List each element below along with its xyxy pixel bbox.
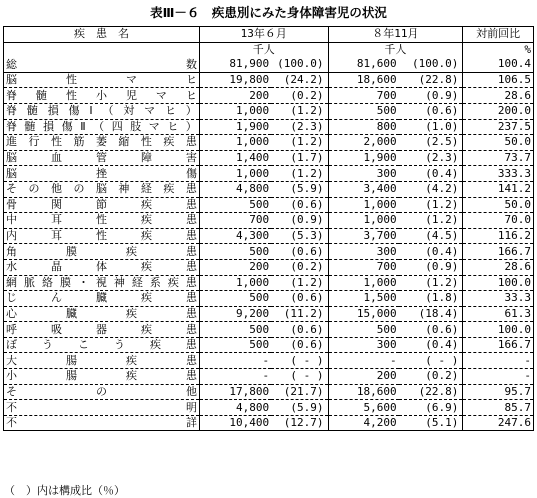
header-h13: 13年６月: [199, 27, 328, 43]
row-ratio: -: [463, 369, 534, 385]
row-ratio: 28.6: [463, 259, 534, 275]
row-disease-name: [4, 197, 200, 213]
row-h13-count: 500: [199, 337, 271, 353]
row-h8-pct: (1.0): [399, 119, 463, 135]
total-label: [4, 42, 200, 72]
row-disease-name: [4, 415, 200, 431]
row-h8-count: 1,000: [328, 213, 399, 229]
row-disease-name: [4, 103, 200, 119]
row-disease-name: [4, 291, 200, 307]
row-disease-name: [4, 322, 200, 338]
row-h8-count: 700: [328, 259, 399, 275]
table-row: [4, 150, 534, 166]
row-h13-pct: (0.6): [271, 322, 328, 338]
total-h8: 81,600: [328, 57, 399, 72]
row-h13-pct: (0.2): [271, 259, 328, 275]
row-h13-count: 500: [199, 291, 271, 307]
row-h13-count: 1,000: [199, 166, 271, 182]
row-h8-pct: (4.2): [399, 181, 463, 197]
table-row: [4, 135, 534, 151]
table-row: [4, 72, 534, 88]
row-disease-name-text: 呼 吸 器 疾 患: [6, 322, 197, 336]
table-row: [4, 337, 534, 353]
table-row: [4, 88, 534, 104]
row-h13-pct: (11.2): [271, 306, 328, 322]
table-row: [4, 384, 534, 400]
row-h8-count: 300: [328, 166, 399, 182]
row-ratio: 237.5: [463, 119, 534, 135]
row-disease-name: [4, 306, 200, 322]
row-h13-pct: (5.9): [271, 400, 328, 416]
row-h13-count: 1,400: [199, 150, 271, 166]
row-h8-pct: (1.8): [399, 291, 463, 307]
row-disease-name-text: 網 脈 絡 膜 ・ 視 神 経 系 疾 患: [6, 275, 197, 289]
row-h13-count: 4,800: [199, 181, 271, 197]
row-h8-pct: (1.2): [399, 197, 463, 213]
row-h8-pct: (0.9): [399, 259, 463, 275]
row-h8-count: 18,600: [328, 72, 399, 88]
table-row: [4, 259, 534, 275]
row-h13-pct: (1.2): [271, 166, 328, 182]
row-h8-pct: (22.8): [399, 384, 463, 400]
row-h13-pct: (12.7): [271, 415, 328, 431]
row-h13-pct: (2.3): [271, 119, 328, 135]
row-disease-name: [4, 228, 200, 244]
row-h8-pct: (0.4): [399, 166, 463, 182]
row-disease-name-text: 内 耳 性 疾 患: [6, 229, 197, 243]
total-label-right: 数: [185, 57, 197, 71]
row-ratio: 141.2: [463, 181, 534, 197]
row-h13-count: 4,800: [199, 400, 271, 416]
row-h8-count: 300: [328, 337, 399, 353]
row-h13-count: 500: [199, 244, 271, 260]
row-disease-name: [4, 119, 200, 135]
row-disease-name: [4, 213, 200, 229]
unit-pct: %: [463, 42, 534, 57]
row-h13-pct: (0.6): [271, 244, 328, 260]
row-h13-count: 4,300: [199, 228, 271, 244]
header-ratio: 対前回比: [463, 27, 534, 43]
table-title: 表Ⅲ－６ 疾患別にみた身体障害児の状況: [150, 5, 387, 20]
row-h8-pct: ( - ): [399, 353, 463, 369]
row-ratio: 70.0: [463, 213, 534, 229]
row-h8-pct: (4.5): [399, 228, 463, 244]
row-h13-count: 10,400: [199, 415, 271, 431]
row-disease-name-text: 不 詳: [6, 416, 197, 430]
row-ratio: 95.7: [463, 384, 534, 400]
row-ratio: 100.0: [463, 275, 534, 291]
row-h13-count: 1,000: [199, 135, 271, 151]
row-disease-name-text: 小 腸 疾 患: [6, 369, 197, 383]
total-h13-pct: (100.0): [271, 57, 328, 72]
row-h13-pct: (1.7): [271, 150, 328, 166]
row-h8-pct: (0.4): [399, 337, 463, 353]
row-h8-count: 3,400: [328, 181, 399, 197]
row-h13-pct: ( - ): [271, 353, 328, 369]
table-row: [4, 415, 534, 431]
row-h8-count: 1,500: [328, 291, 399, 307]
row-disease-name: [4, 150, 200, 166]
table-row: [4, 181, 534, 197]
row-ratio: -: [463, 353, 534, 369]
row-h8-pct: (18.4): [399, 306, 463, 322]
row-h8-count: -: [328, 353, 399, 369]
row-h13-pct: (0.6): [271, 291, 328, 307]
row-disease-name: [4, 384, 200, 400]
row-h13-pct: (1.2): [271, 275, 328, 291]
row-disease-name-text: 脳 性 マ ヒ: [6, 73, 197, 87]
row-disease-name-text: 不 明: [6, 400, 197, 414]
row-ratio: 33.3: [463, 291, 534, 307]
table-row: [4, 369, 534, 385]
row-disease-name-text: ぼ う こ う 疾 患: [6, 338, 197, 352]
row-h13-pct: (0.6): [271, 337, 328, 353]
row-h8-count: 18,600: [328, 384, 399, 400]
row-h13-pct: (5.9): [271, 181, 328, 197]
row-h13-count: 200: [199, 88, 271, 104]
unit-h8: 千人: [328, 42, 463, 57]
row-h13-pct: (21.7): [271, 384, 328, 400]
row-h8-pct: (0.6): [399, 103, 463, 119]
row-h8-count: 200: [328, 369, 399, 385]
row-disease-name: [4, 135, 200, 151]
header-h8: ８年11月: [328, 27, 463, 43]
row-h13-count: 500: [199, 322, 271, 338]
row-h13-count: 1,000: [199, 103, 271, 119]
row-h8-count: 700: [328, 88, 399, 104]
header-disease-name: 疾 患 名: [4, 27, 200, 43]
row-h8-count: 1,000: [328, 197, 399, 213]
row-h13-count: 17,800: [199, 384, 271, 400]
row-disease-name-text: 骨 関 節 疾 患: [6, 197, 197, 211]
row-ratio: 247.6: [463, 415, 534, 431]
row-h8-count: 15,000: [328, 306, 399, 322]
table-row: [4, 166, 534, 182]
row-h13-count: 19,800: [199, 72, 271, 88]
row-disease-name-text: 脳 挫 傷: [6, 166, 197, 180]
row-h13-pct: (0.9): [271, 213, 328, 229]
row-h13-pct: (0.2): [271, 88, 328, 104]
row-h13-pct: (1.2): [271, 103, 328, 119]
row-h8-count: 300: [328, 244, 399, 260]
row-h8-pct: (6.9): [399, 400, 463, 416]
row-ratio: 28.6: [463, 88, 534, 104]
row-h8-pct: (0.6): [399, 322, 463, 338]
table-row: [4, 197, 534, 213]
row-disease-name-text: 脊 髄 損 傷 Ⅰ （ 対 マ ヒ ）: [6, 104, 197, 118]
row-h13-count: 200: [199, 259, 271, 275]
row-disease-name-text: じ ん 臓 疾 患: [6, 291, 197, 305]
row-ratio: 73.7: [463, 150, 534, 166]
row-ratio: 61.3: [463, 306, 534, 322]
row-h8-pct: (2.5): [399, 135, 463, 151]
disability-by-disease-table: [3, 26, 534, 431]
total-h13: 81,900: [199, 57, 271, 72]
row-h13-count: 500: [199, 197, 271, 213]
row-ratio: 333.3: [463, 166, 534, 182]
table-row: [4, 228, 534, 244]
row-ratio: 116.2: [463, 228, 534, 244]
total-label-left: 総: [6, 57, 17, 71]
row-ratio: 166.7: [463, 244, 534, 260]
table-row: [4, 244, 534, 260]
footnote: （ ）内は構成比（％）: [4, 484, 125, 497]
total-h8-pct: (100.0): [399, 57, 463, 72]
row-disease-name-text: 中 耳 性 疾 患: [6, 213, 197, 227]
row-disease-name-text: 角 膜 疾 患: [6, 244, 197, 258]
row-h8-pct: (22.8): [399, 72, 463, 88]
row-h13-pct: (24.2): [271, 72, 328, 88]
row-h13-pct: ( - ): [271, 369, 328, 385]
row-h13-pct: (5.3): [271, 228, 328, 244]
row-ratio: 50.0: [463, 197, 534, 213]
row-h8-count: 3,700: [328, 228, 399, 244]
row-h8-pct: (1.2): [399, 213, 463, 229]
row-disease-name: [4, 166, 200, 182]
row-h13-count: 1,900: [199, 119, 271, 135]
row-h13-pct: (1.2): [271, 135, 328, 151]
row-ratio: 85.7: [463, 400, 534, 416]
row-h8-count: 4,200: [328, 415, 399, 431]
table-row: [4, 213, 534, 229]
row-disease-name: [4, 275, 200, 291]
table-row: [4, 353, 534, 369]
row-h8-pct: (1.2): [399, 275, 463, 291]
row-ratio: 200.0: [463, 103, 534, 119]
row-disease-name: [4, 259, 200, 275]
row-h13-pct: (0.6): [271, 197, 328, 213]
unit-h13: 千人: [199, 42, 328, 57]
table-row: [4, 275, 534, 291]
row-disease-name: [4, 369, 200, 385]
row-h13-count: -: [199, 353, 271, 369]
row-disease-name-text: 大 腸 疾 患: [6, 353, 197, 367]
row-ratio: 100.0: [463, 322, 534, 338]
row-disease-name-text: 進 行 性 筋 萎 縮 性 疾 患: [6, 135, 197, 149]
table-row: [4, 291, 534, 307]
row-h8-pct: (0.9): [399, 88, 463, 104]
row-disease-name-text: 心 臓 疾 患: [6, 306, 197, 320]
total-ratio: 100.4: [463, 57, 534, 72]
row-disease-name: [4, 337, 200, 353]
row-h8-count: 800: [328, 119, 399, 135]
row-h8-pct: (2.3): [399, 150, 463, 166]
table-row: [4, 322, 534, 338]
row-h8-count: 1,900: [328, 150, 399, 166]
row-disease-name: [4, 181, 200, 197]
row-h13-count: 700: [199, 213, 271, 229]
table-row: [4, 400, 534, 416]
row-disease-name: [4, 72, 200, 88]
row-disease-name: [4, 88, 200, 104]
row-h8-count: 500: [328, 322, 399, 338]
row-disease-name: [4, 353, 200, 369]
table-row: [4, 306, 534, 322]
row-disease-name-text: そ の 他: [6, 384, 197, 398]
row-h13-count: 1,000: [199, 275, 271, 291]
row-ratio: 166.7: [463, 337, 534, 353]
row-h8-count: 500: [328, 103, 399, 119]
row-disease-name-text: 脊 髄 性 小 児 マ ヒ: [6, 88, 197, 102]
row-h13-count: -: [199, 369, 271, 385]
row-h8-pct: (5.1): [399, 415, 463, 431]
row-h13-count: 9,200: [199, 306, 271, 322]
row-h8-count: 2,000: [328, 135, 399, 151]
row-disease-name-text: 脊 髄 損 傷 Ⅱ （ 四 肢 マ ヒ ）: [6, 119, 197, 133]
row-disease-name-text: 水 晶 体 疾 患: [6, 260, 197, 274]
row-ratio: 50.0: [463, 135, 534, 151]
row-ratio: 106.5: [463, 72, 534, 88]
row-h8-pct: (0.2): [399, 369, 463, 385]
table-row: [4, 119, 534, 135]
row-disease-name: [4, 400, 200, 416]
row-h8-count: 1,000: [328, 275, 399, 291]
row-h8-count: 5,600: [328, 400, 399, 416]
row-disease-name-text: 脳 血 管 障 害: [6, 151, 197, 165]
row-disease-name: [4, 244, 200, 260]
row-disease-name-text: そ の 他 の 脳 神 経 疾 患: [6, 182, 197, 196]
table-row: [4, 103, 534, 119]
row-h8-pct: (0.4): [399, 244, 463, 260]
